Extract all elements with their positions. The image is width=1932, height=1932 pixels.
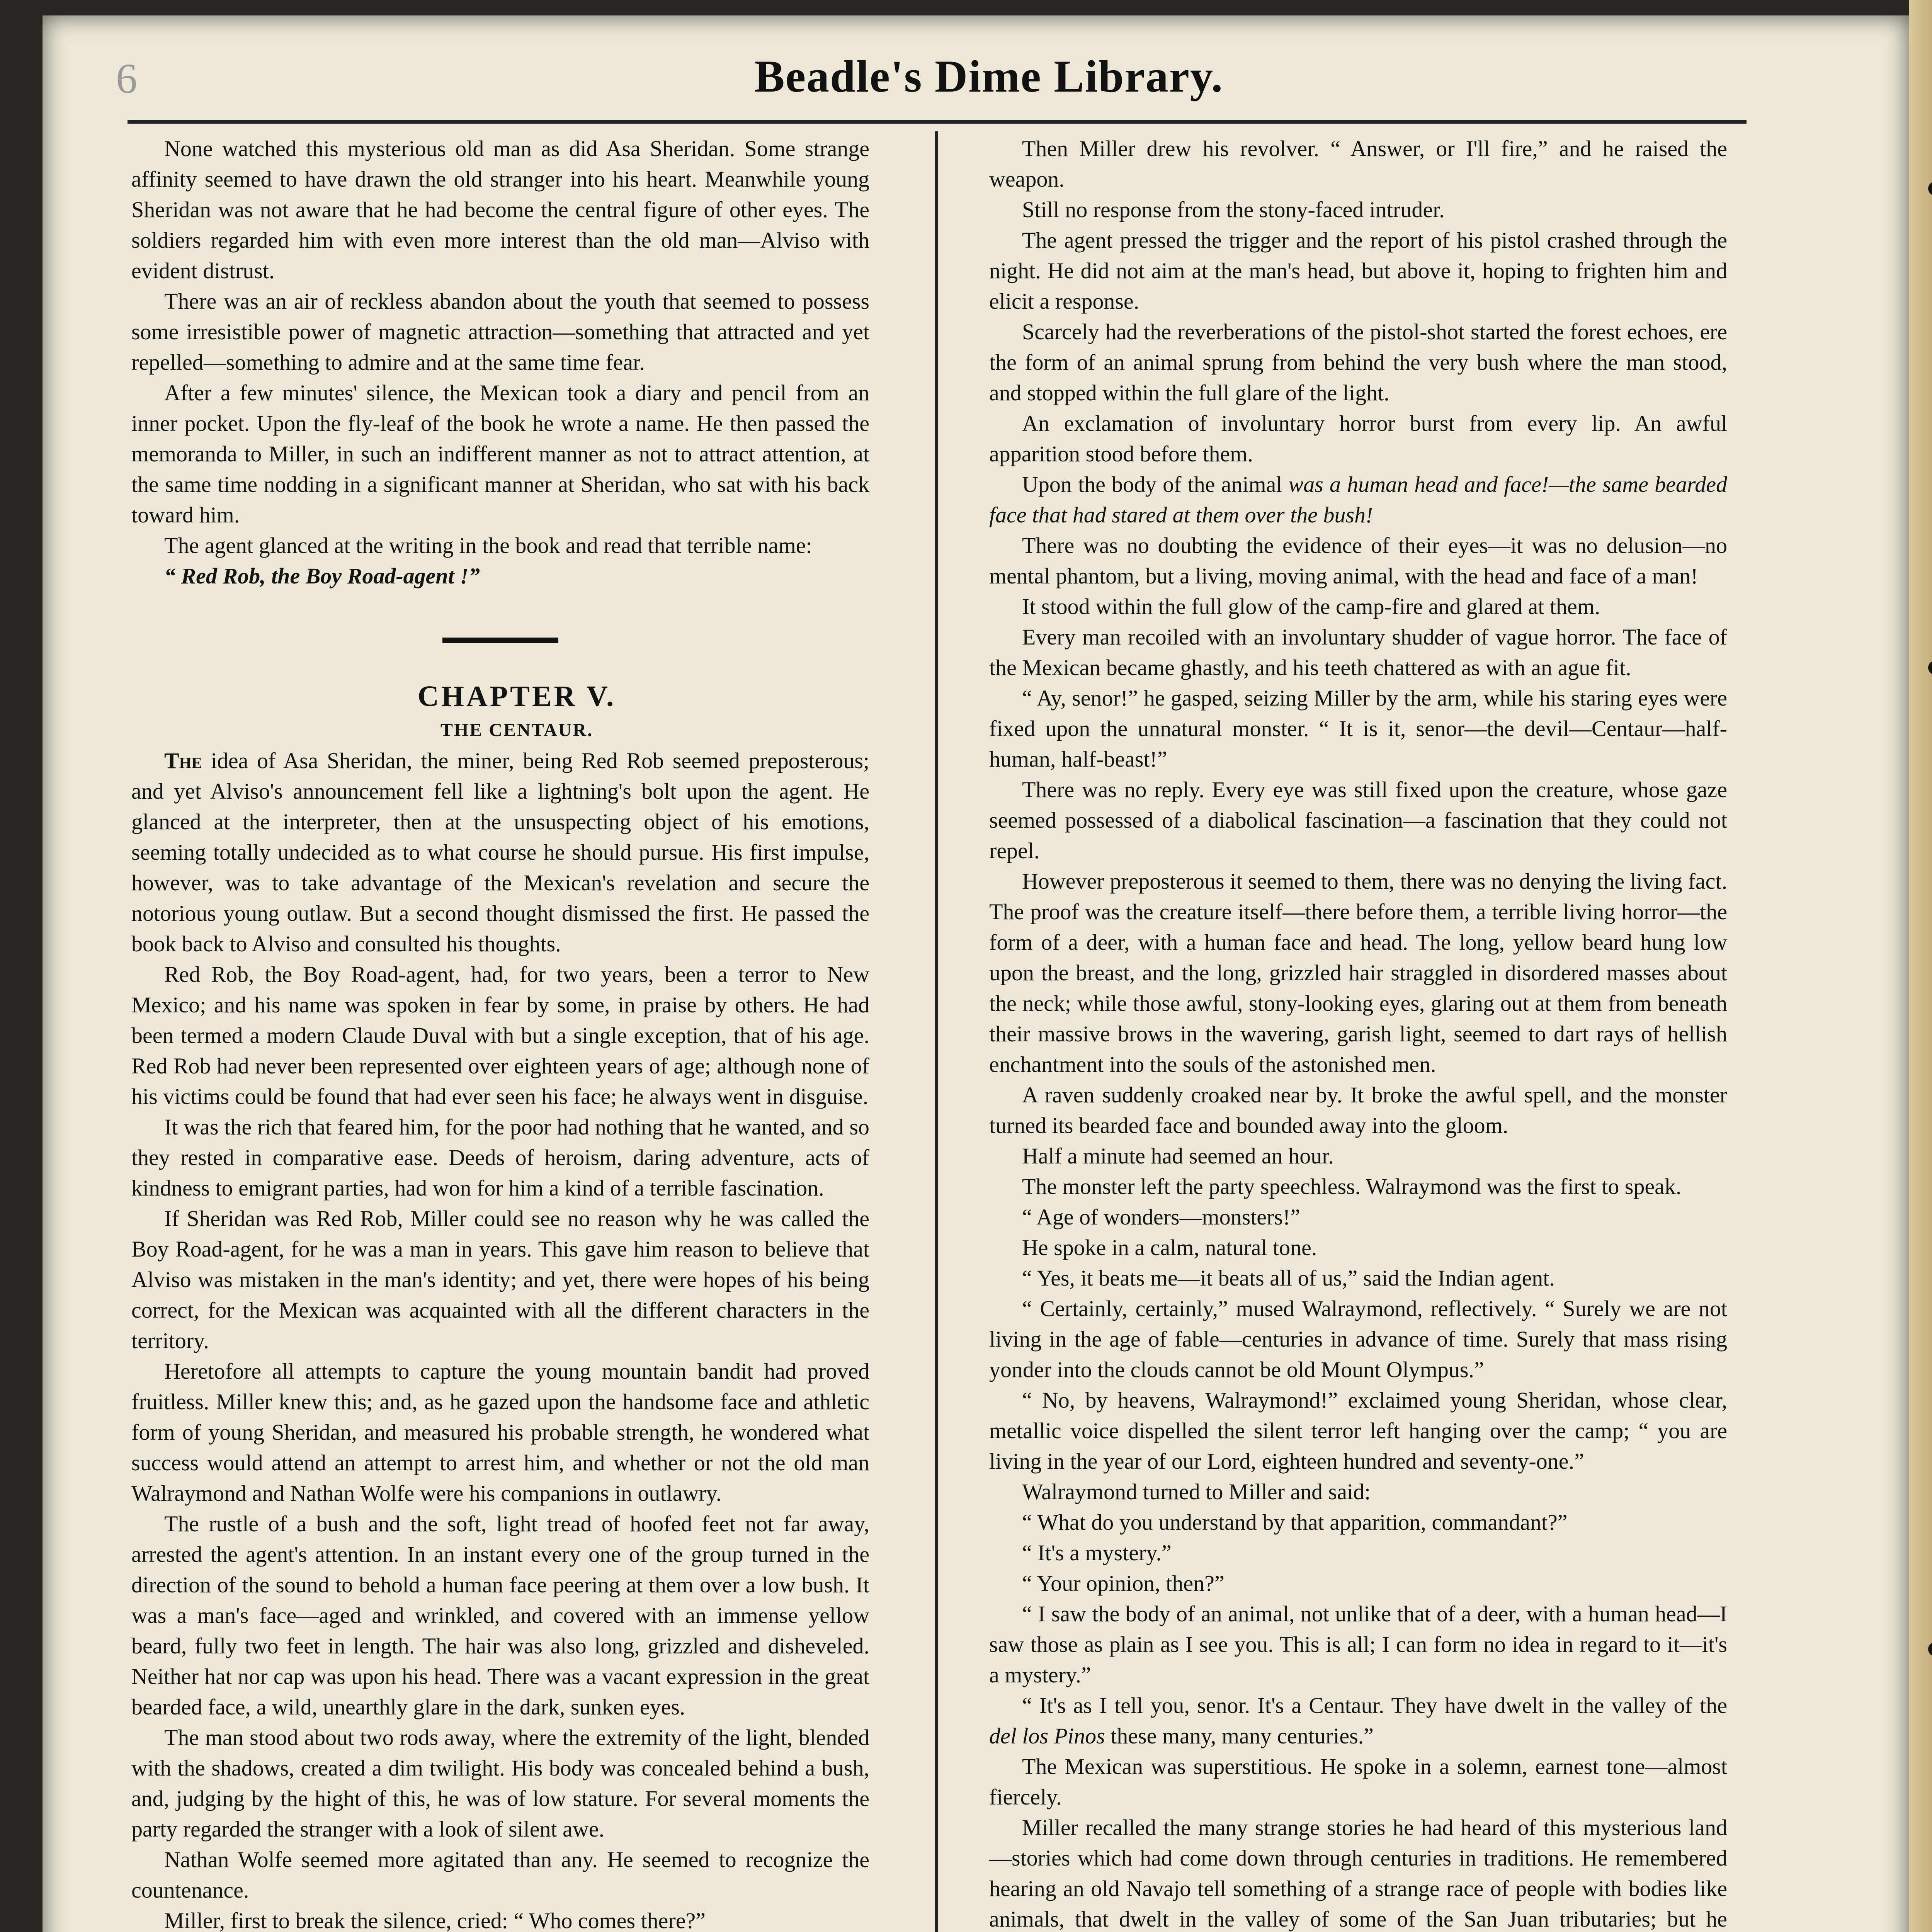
paragraph: An exclamation of involuntary horror burst from every lip. An awful apparition stood before them. (989, 411, 1727, 466)
paragraph: There was an air of reckless abandon about the youth that seemed to possess some irresistible power of magnetic attraction—something that attracted and yet repelled—something to admire and at the same time fear. (131, 289, 869, 375)
paragraph: Heretofore all attempts to capture the young mountain bandit had proved fruitless. Miller knew this; and, as he gazed upon the handsome face and athletic form of young Sheridan, and measured his probable strength, he wondered what success would attend an attempt to arrest him, and whether or not the old man Walraymond and Nathan Wolfe were his companions in outlawry. (131, 1359, 869, 1506)
paragraph: The agent glanced at the writing in the book and read that terrible name: (164, 533, 812, 558)
paragraph: The rustle of a bush and the soft, light tread of hoofed feet not far away, arrested the agent's attention. In an instant every one of the group turned in the direction of the sound to behold a human face peering at them over a low bush. It was a man's face—aged and wrinkled, and covered with an immense yellow beard, fully two feet in length. The hair was also long, grizzled and disheveled. Neither hat nor cap was upon his head. There was a vacant expression in the great bearded face, a wild, unearthly glare in the dark, sunken eyes. (131, 1511, 869, 1719)
column-divider (935, 131, 938, 1932)
paragraph: None watched this mysterious old man as did Asa Sheridan. Some strange affinity seemed to have drawn the old stranger into his heart. Meanwhile young Sheridan was not aware that he had become the central figure of other eyes. The soldiers regarded him with even more interest than the old man—Alviso with evident distrust. (131, 136, 869, 283)
paragraph: There was no doubting the evidence of their eyes—it was no delusion—no mental phantom, but a living, moving animal, with the head and face of a man! (989, 533, 1727, 588)
paragraph: The Mexican was superstitious. He spoke in a solemn, earnest tone—almost fiercely. (989, 1754, 1727, 1810)
right-column (989, 133, 1727, 1932)
paragraph: “ It's as I tell you, senor. It's a Centaur. They have dwelt in the valley of the del los Pinos these many, many centuries.” (989, 1693, 1727, 1748)
paragraph: If Sheridan was Red Rob, Miller could see no reason why he was called the Boy Road-agent, for he was a man in years. This gave him reason to believe that Alviso was mistaken in the man's identity; and yet, there were hopes of his being correct, for the Mexican was acquainted with all the different characters in the territory. (131, 1206, 869, 1353)
paragraph: Miller, first to break the silence, cried: “ Who comes there?” (164, 1908, 706, 1932)
paragraph: Every man recoiled with an involuntary shudder of vague horror. The face of the Mexican became ghastly, and his teeth chattered as with an ague fit. (989, 624, 1727, 680)
paragraph: Then Miller drew his revolver. “ Answer, or I'll fire,” and he raised the weapon. (989, 136, 1727, 192)
paragraph: After a few minutes' silence, the Mexican took a diary and pencil from an inner pocket. Upon the fly-leaf of the book he wrote a name. He then passed the memoranda to Miller, in such an indifferent manner as not to attract attention, at the same time nodding in a significant manner at Sheridan, who sat with his back toward him. (131, 380, 869, 527)
publication-title: Beadle's Dime Library. (754, 51, 1224, 102)
paragraph: “ I saw the body of an animal, not unlike that of a deer, with a human head—I saw those as plain as I see you. This is all; I can form no idea in regard to it—it's a mystery.” (989, 1601, 1727, 1687)
paragraph: A raven suddenly croaked near by. It broke the awful spell, and the monster turned its bearded face and bounded away into the gloom. (989, 1082, 1727, 1138)
paragraph: Upon the body of the animal was a human head and face!—the same bearded face that had stared at them over the bush! (989, 472, 1727, 527)
paragraph: Nathan Wolfe seemed more agitated than any. He seemed to recognize the countenance. (131, 1847, 869, 1903)
paragraph: “ Certainly, certainly,” mused Walraymond, reflectively. “ Surely we are not living in the age of fable—centuries in advance of time. Surely that mass rising yonder into the clouds cannot be old Mount Olympus.” (989, 1296, 1727, 1382)
drop-word: The (164, 748, 202, 773)
paragraph: Walraymond turned to Miller and said: (1022, 1479, 1371, 1504)
paragraph: Miller recalled the many strange stories he had heard of this mysterious land—stories which had come down through centuries in traditions. He remembered hearing an old Navajo tell something of a strange race of people with bodies like animals, that dwelt in the valley of some of the San Juan tributaries; but he (989, 1815, 1727, 1932)
paragraph: Scarcely had the reverberations of the pistol-shot started the forest echoes, ere the form of an animal sprung from behind the very bush where the man stood, and stopped within the full glare of the light. (989, 319, 1727, 405)
paragraph: He spoke in a calm, natural tone. (1022, 1235, 1317, 1260)
paragraph: “ It's a mystery.” (1022, 1540, 1172, 1565)
paragraph: The man stood about two rods away, where the extremity of the light, blended with the shadows, created a dim twilight. His body was concealed behind a bush, and, judging by the hight of this, he was of low stature. For several moments the party regarded the stranger with a look of silent awe. (131, 1725, 869, 1842)
paragraph: There was no reply. Every eye was still fixed upon the creature, whose gaze seemed possessed of a diabolical fascination—a fascination that they could not repel. (989, 777, 1727, 863)
chapter-title: CHAPTER V. (417, 680, 616, 713)
paragraph: “ No, by heavens, Walraymond!” exclaimed young Sheridan, whose clear, metallic voice dispelled the silent terror left hanging over the camp; “ you are living in the year of our Lord, eighteen hundred and seventy-one.” (989, 1388, 1727, 1474)
paragraph: The agent pressed the trigger and the report of his pistol crashed through the night. He did not aim at the man's head, but above it, hoping to frighten him and elicit a response. (989, 228, 1727, 314)
paragraph: “ Ay, senor!” he gasped, seizing Miller by the arm, while his staring eyes were fixed upon the unnatural monster. “ It is it, senor—the devil—Centaur—half-human, half-beast!” (989, 685, 1727, 772)
paragraph: Half a minute had seemed an hour. (1022, 1143, 1334, 1168)
paragraph: However preposterous it seemed to them, there was no denying the living fact. The proof was the creature itself—there before them, a terrible living horror—the form of a deer, with a human face and head. The long, yellow beard hung low upon the breast, and the long, grizzled hair straggled in disordered masses about the neck; while those awful, stony-looking eyes, glaring out at them from beneath their massive brows in the wavering, garish light, seemed to dart rays of hellish enchantment into the souls of the astonished men. (989, 869, 1727, 1077)
italic-emphasis: del los Pinos (989, 1723, 1105, 1748)
paragraph: “ Your opinion, then?” (1022, 1571, 1225, 1596)
paragraph: Red Rob, the Boy Road-agent, had, for two years, been a terror to New Mexico; and his name was spoken in fear by some, in praise by others. He had been termed a modern Claude Duval with but a single exception, that of his age. Red Rob had never been represented over eighteen years of age; although none of his victims could be found that had ever seen his face; he always went in disguise. (131, 962, 869, 1109)
paragraph: “ Yes, it beats me—it beats all of us,” said the Indian agent. (1022, 1265, 1555, 1291)
paragraph: “ What do you understand by that apparition, commandant?” (1022, 1510, 1568, 1535)
header-rule (128, 120, 1747, 124)
left-column (131, 133, 869, 1932)
binding-spine (1909, 0, 1932, 1932)
italic-emphasis: was a human head and face!—the same bearded face that had stared at them over the bush! (989, 472, 1727, 527)
paragraph: The idea of Asa Sheridan, the miner, being Red Rob seemed preposterous; and yet Alviso's announcement fell like a lightning's bolt upon the agent. He glanced at the interpreter, then at the unsuspecting object of his emotions, seeming totally undecided as to what course he should pursue. His first impulse, however, was to take advantage of the Mexican's revelation and secure the notorious young outlaw. But a second thought dismissed the first. He passed the book back to Alviso and consulted his thoughts. (131, 748, 869, 956)
chapter-subtitle: THE CENTAUR. (440, 720, 594, 740)
paragraph: Still no response from the stony-faced intruder. (1022, 197, 1445, 222)
page-number: 6 (116, 55, 137, 102)
paragraph: The monster left the party speechless. Walraymond was the first to speak. (1022, 1174, 1682, 1199)
paragraph: It was the rich that feared him, for the poor had nothing that he wanted, and so they rested in comparative ease. Deeds of heroism, daring adventure, acts of kindness to emigrant parties, had won for him a kind of a terrible fascination. (131, 1114, 869, 1201)
paragraph: It stood within the full glow of the camp-fire and glared at them. (1022, 594, 1600, 619)
quoted-name: “ Red Rob, the Boy Road-agent !” (164, 563, 480, 588)
chapter-divider (442, 638, 558, 643)
paragraph: “ Age of wonders—monsters!” (1022, 1204, 1300, 1230)
